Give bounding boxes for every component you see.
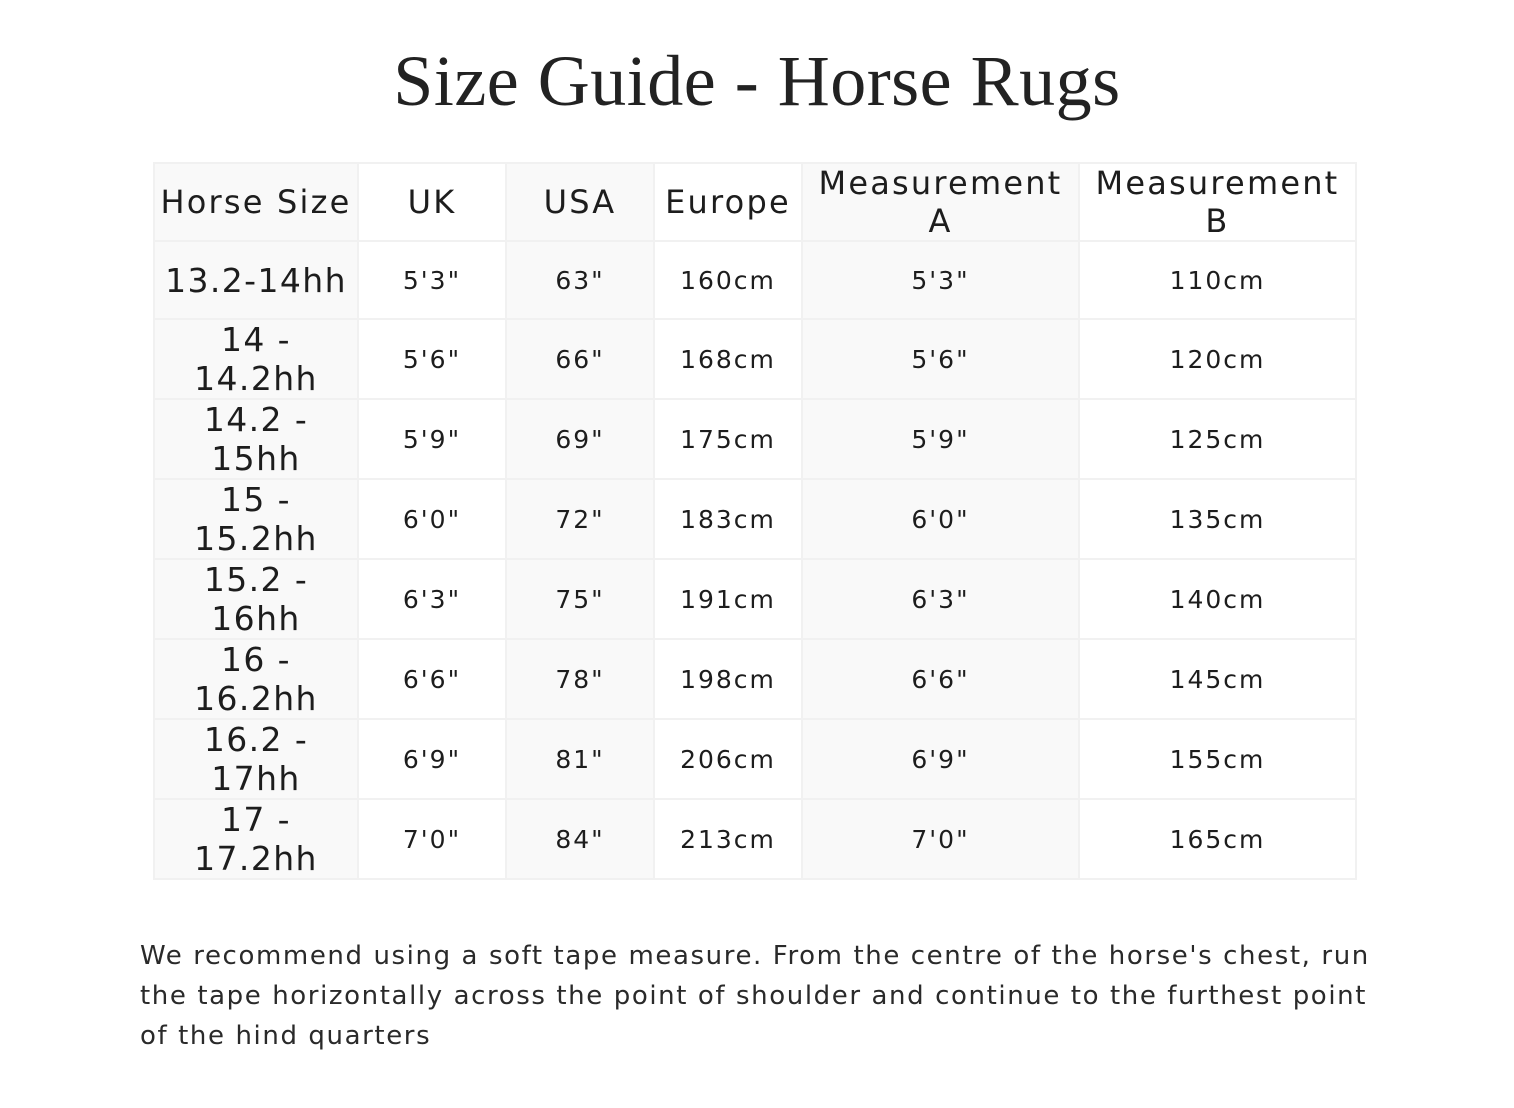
cell-usa: 75"	[506, 559, 654, 639]
cell-uk: 6'9"	[358, 719, 506, 799]
cell-horse-size: 17 - 17.2hh	[154, 799, 358, 879]
cell-europe: 198cm	[654, 639, 802, 719]
cell-horse-size: 15 - 15.2hh	[154, 479, 358, 559]
cell-europe: 191cm	[654, 559, 802, 639]
cell-measurement-b: 145cm	[1079, 639, 1356, 719]
page-title: Size Guide - Horse Rugs	[393, 41, 1121, 121]
size-guide-table	[153, 162, 1357, 880]
cell-europe: 175cm	[654, 399, 802, 479]
cell-horse-size: 13.2-14hh	[154, 241, 358, 319]
table-row	[154, 319, 1356, 399]
cell-uk: 6'3"	[358, 559, 506, 639]
table-row	[154, 479, 1356, 559]
cell-europe: 160cm	[654, 241, 802, 319]
cell-usa: 66"	[506, 319, 654, 399]
cell-usa: 63"	[506, 241, 654, 319]
cell-measurement-a: 6'3"	[802, 559, 1079, 639]
table-row	[154, 639, 1356, 719]
cell-horse-size: 15.2 - 16hh	[154, 559, 358, 639]
cell-measurement-a: 6'0"	[802, 479, 1079, 559]
cell-measurement-b: 155cm	[1079, 719, 1356, 799]
cell-uk: 5'6"	[358, 319, 506, 399]
cell-horse-size: 16.2 - 17hh	[154, 719, 358, 799]
cell-usa: 69"	[506, 399, 654, 479]
cell-usa: 78"	[506, 639, 654, 719]
cell-measurement-a: 6'9"	[802, 719, 1079, 799]
cell-measurement-b: 125cm	[1079, 399, 1356, 479]
cell-europe: 213cm	[654, 799, 802, 879]
cell-measurement-b: 140cm	[1079, 559, 1356, 639]
cell-uk: 7'0"	[358, 799, 506, 879]
cell-measurement-b: 135cm	[1079, 479, 1356, 559]
cell-uk: 5'3"	[358, 241, 506, 319]
cell-measurement-a: 6'6"	[802, 639, 1079, 719]
table-row	[154, 399, 1356, 479]
cell-uk: 6'0"	[358, 479, 506, 559]
cell-horse-size: 14.2 - 15hh	[154, 399, 358, 479]
cell-horse-size: 16 - 16.2hh	[154, 639, 358, 719]
cell-europe: 168cm	[654, 319, 802, 399]
measuring-instructions: We recommend using a soft tape measure. From the centre of the horse's chest, run the tape horizontally across the point of shoulder and continue to the furthest point of the hind quarters	[140, 941, 1370, 1051]
cell-europe: 183cm	[654, 479, 802, 559]
cell-uk: 6'6"	[358, 639, 506, 719]
cell-usa: 81"	[506, 719, 654, 799]
table-row	[154, 241, 1356, 319]
column-header-uk: UK	[358, 163, 506, 241]
column-header-usa: USA	[506, 163, 654, 241]
cell-usa: 72"	[506, 479, 654, 559]
cell-measurement-b: 120cm	[1079, 319, 1356, 399]
column-header-horse-size: Horse Size	[154, 163, 358, 241]
column-header-europe: Europe	[654, 163, 802, 241]
cell-usa: 84"	[506, 799, 654, 879]
table-header-row	[154, 163, 1356, 241]
cell-horse-size: 14 - 14.2hh	[154, 319, 358, 399]
cell-measurement-a: 5'6"	[802, 319, 1079, 399]
cell-measurement-a: 5'9"	[802, 399, 1079, 479]
table-row	[154, 719, 1356, 799]
cell-measurement-a: 5'3"	[802, 241, 1079, 319]
cell-measurement-a: 7'0"	[802, 799, 1079, 879]
table-row	[154, 559, 1356, 639]
column-header-measurement-b: Measurement B	[1079, 163, 1356, 241]
cell-measurement-b: 110cm	[1079, 241, 1356, 319]
cell-uk: 5'9"	[358, 399, 506, 479]
cell-measurement-b: 165cm	[1079, 799, 1356, 879]
cell-europe: 206cm	[654, 719, 802, 799]
column-header-measurement-a: Measurement A	[802, 163, 1079, 241]
table-row	[154, 799, 1356, 879]
